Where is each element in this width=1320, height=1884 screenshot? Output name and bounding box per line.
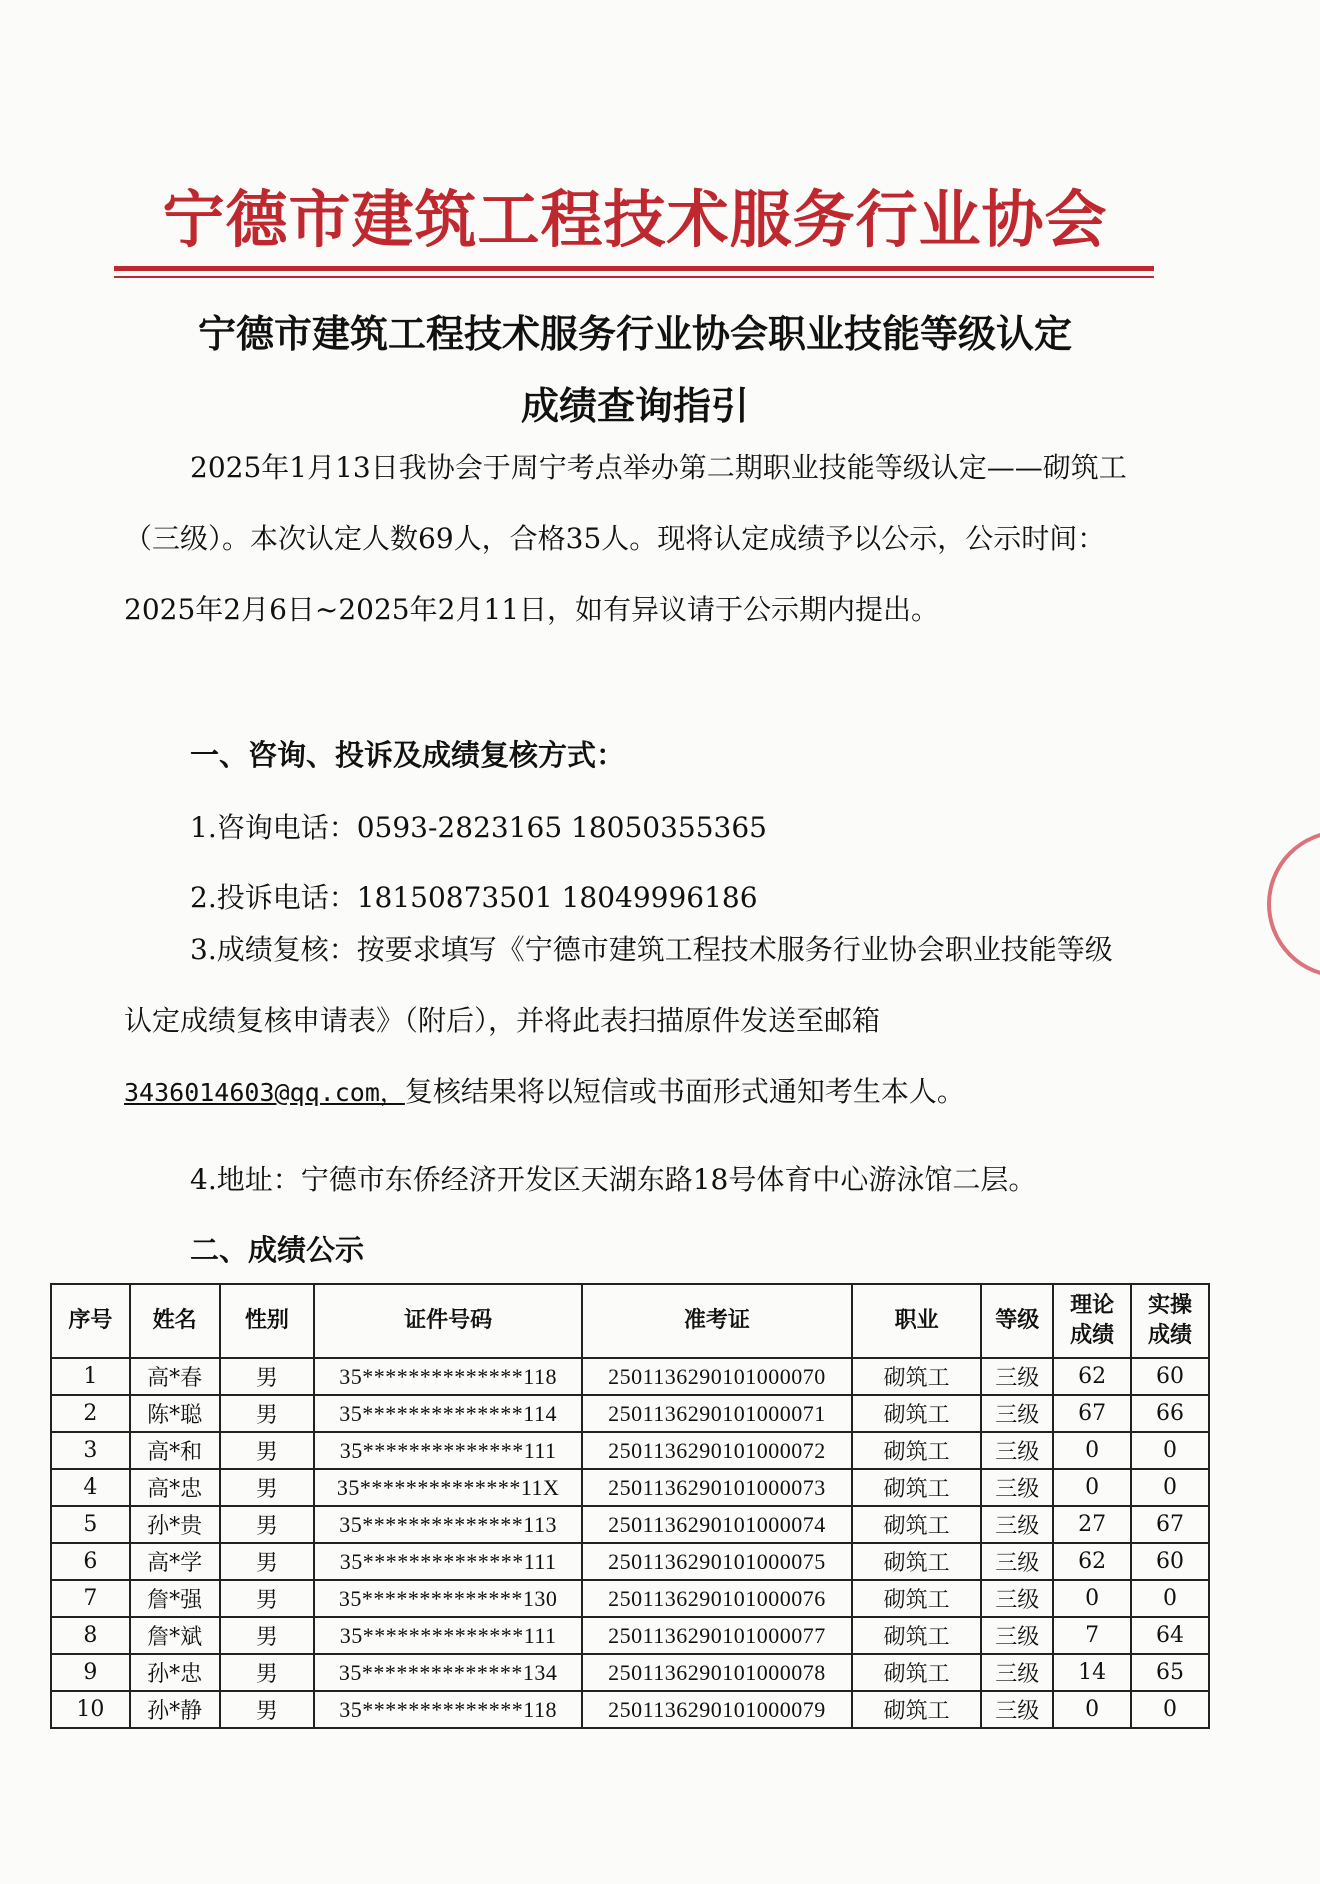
row-theory-score: 62 [1053,1543,1131,1580]
row-name: 高*和 [130,1432,220,1469]
row-practical-score: 0 [1131,1432,1209,1469]
table-row [51,1691,1209,1728]
row-name: 孙*静 [130,1691,220,1728]
row-no: 10 [51,1691,130,1728]
row-theory-score: 0 [1053,1580,1131,1617]
row-gender: 男 [220,1395,315,1432]
row-occupation: 砌筑工 [852,1691,982,1728]
row-gender: 男 [220,1654,315,1691]
row-theory-score: 67 [1053,1395,1131,1432]
header-no: 序号 [51,1284,130,1358]
row-name: 詹*强 [130,1580,220,1617]
row-ticket-number: 2501136290101000077 [582,1617,852,1654]
row-id-number: 35**************118 [314,1691,582,1728]
table-row [51,1506,1209,1543]
header-gender: 性别 [220,1284,315,1358]
row-theory-score: 0 [1053,1432,1131,1469]
row-practical-score: 66 [1131,1395,1209,1432]
table-row [51,1580,1209,1617]
row-level: 三级 [981,1395,1053,1432]
row-no: 2 [51,1395,130,1432]
row-theory-score: 14 [1053,1654,1131,1691]
row-name: 孙*贵 [130,1506,220,1543]
row-level: 三级 [981,1654,1053,1691]
row-ticket-number: 2501136290101000072 [582,1432,852,1469]
header-rule-thick [114,266,1154,271]
row-ticket-number: 2501136290101000076 [582,1580,852,1617]
row-no: 3 [51,1432,130,1469]
row-id-number: 35**************118 [314,1358,582,1395]
header-ticket-number: 准考证 [582,1284,852,1358]
row-level: 三级 [981,1580,1053,1617]
table-row [51,1395,1209,1432]
table-row [51,1358,1209,1395]
row-occupation: 砌筑工 [852,1432,982,1469]
row-theory-score: 0 [1053,1469,1131,1506]
row-practical-score: 0 [1131,1469,1209,1506]
row-practical-score: 64 [1131,1617,1209,1654]
row-practical-score: 0 [1131,1580,1209,1617]
row-id-number: 35**************111 [314,1617,582,1654]
row-gender: 男 [220,1691,315,1728]
row-id-number: 35**************11X [314,1469,582,1506]
row-name: 高*春 [130,1358,220,1395]
row-practical-score: 67 [1131,1506,1209,1543]
row-no: 4 [51,1469,130,1506]
row-id-number: 35**************111 [314,1543,582,1580]
row-level: 三级 [981,1469,1053,1506]
score-review-text: 3.成绩复核：按要求填写《宁德市建筑工程技术服务行业协会职业技能等级认定成绩复核申请表》（附后），并将此表扫描原件发送至邮箱 [124,933,1113,1037]
row-ticket-number: 2501136290101000078 [582,1654,852,1691]
row-no: 8 [51,1617,130,1654]
row-occupation: 砌筑工 [852,1654,982,1691]
row-practical-score: 65 [1131,1654,1209,1691]
header-level: 等级 [981,1284,1053,1358]
row-level: 三级 [981,1358,1053,1395]
row-no: 1 [51,1358,130,1395]
consult-phone: 1.咨询电话：0593-2823165 18050355365 [190,811,767,844]
row-ticket-number: 2501136290101000074 [582,1506,852,1543]
row-theory-score: 0 [1053,1691,1131,1728]
row-name: 陈*聪 [130,1395,220,1432]
org-header-title: 宁德市建筑工程技术服务行业协会 [162,183,1108,256]
row-no: 9 [51,1654,130,1691]
row-ticket-number: 2501136290101000073 [582,1469,852,1506]
row-no: 6 [51,1543,130,1580]
row-name: 詹*斌 [130,1617,220,1654]
score-review-result-text: 复核结果将以短信或书面形式通知考生本人。 [404,1075,965,1108]
row-gender: 男 [220,1543,315,1580]
review-email-link[interactable]: 3436014603@qq.com， [124,1078,405,1107]
section-heading-contact: 一、咨询、投诉及成绩复核方式： [190,738,626,772]
table-row [51,1617,1209,1654]
row-level: 三级 [981,1432,1053,1469]
row-ticket-number: 2501136290101000071 [582,1395,852,1432]
row-gender: 男 [220,1506,315,1543]
row-practical-score: 0 [1131,1691,1209,1728]
row-occupation: 砌筑工 [852,1469,982,1506]
row-theory-score: 27 [1053,1506,1131,1543]
red-seal-stamp-edge [1267,830,1320,978]
row-gender: 男 [220,1358,315,1395]
section-heading-scores: 二、成绩公示 [190,1233,365,1267]
score-table [50,1283,1210,1729]
row-occupation: 砌筑工 [852,1506,982,1543]
row-ticket-number: 2501136290101000070 [582,1358,852,1395]
row-gender: 男 [220,1469,315,1506]
row-id-number: 35**************114 [314,1395,582,1432]
table-row [51,1469,1209,1506]
row-level: 三级 [981,1617,1053,1654]
document-title-line1: 宁德市建筑工程技术服务行业协会职业技能等级认定 [197,312,1072,356]
header-theory-score: 理论 成绩 [1053,1284,1131,1358]
row-occupation: 砌筑工 [852,1617,982,1654]
row-occupation: 砌筑工 [852,1358,982,1395]
table-row [51,1543,1209,1580]
row-gender: 男 [220,1617,315,1654]
row-occupation: 砌筑工 [852,1543,982,1580]
header-id-number: 证件号码 [314,1284,582,1358]
row-ticket-number: 2501136290101000079 [582,1691,852,1728]
header-rule-thin [114,276,1154,278]
row-level: 三级 [981,1506,1053,1543]
row-name: 高*忠 [130,1469,220,1506]
row-no: 5 [51,1506,130,1543]
row-id-number: 35**************130 [314,1580,582,1617]
row-name: 高*学 [130,1543,220,1580]
document-title-line2: 成绩查询指引 [520,384,749,428]
row-theory-score: 7 [1053,1617,1131,1654]
table-row [51,1432,1209,1469]
row-id-number: 35**************111 [314,1432,582,1469]
row-id-number: 35**************113 [314,1506,582,1543]
address-line: 4.地址：宁德市东侨经济开发区天湖东路18号体育中心游泳馆二层。 [190,1163,1037,1196]
row-id-number: 35**************134 [314,1654,582,1691]
row-ticket-number: 2501136290101000075 [582,1543,852,1580]
row-gender: 男 [220,1432,315,1469]
complaint-phone: 2.投诉电话：18150873501 18049996186 [190,881,758,914]
row-level: 三级 [981,1543,1053,1580]
row-gender: 男 [220,1580,315,1617]
intro-text: 2025年1月13日我协会于周宁考点举办第二期职业技能等级认定——砌筑工（三级）。本次认定人数69人，合格35人。现将认定成绩予以公示，公示时间：2025年2月6日~2025年2月11日，如有异议请于公示期内提出。 [124,451,1127,626]
header-practical-score: 实操 成绩 [1131,1284,1209,1358]
row-no: 7 [51,1580,130,1617]
row-theory-score: 62 [1053,1358,1131,1395]
row-practical-score: 60 [1131,1543,1209,1580]
score-table-header-row [51,1284,1209,1358]
row-name: 孙*忠 [130,1654,220,1691]
row-occupation: 砌筑工 [852,1580,982,1617]
row-level: 三级 [981,1691,1053,1728]
header-occupation: 职业 [852,1284,982,1358]
table-row [51,1654,1209,1691]
header-name: 姓名 [130,1284,220,1358]
score-review-paragraph [124,914,1140,1128]
row-practical-score: 60 [1131,1358,1209,1395]
row-occupation: 砌筑工 [852,1395,982,1432]
intro-paragraph [124,432,1140,645]
